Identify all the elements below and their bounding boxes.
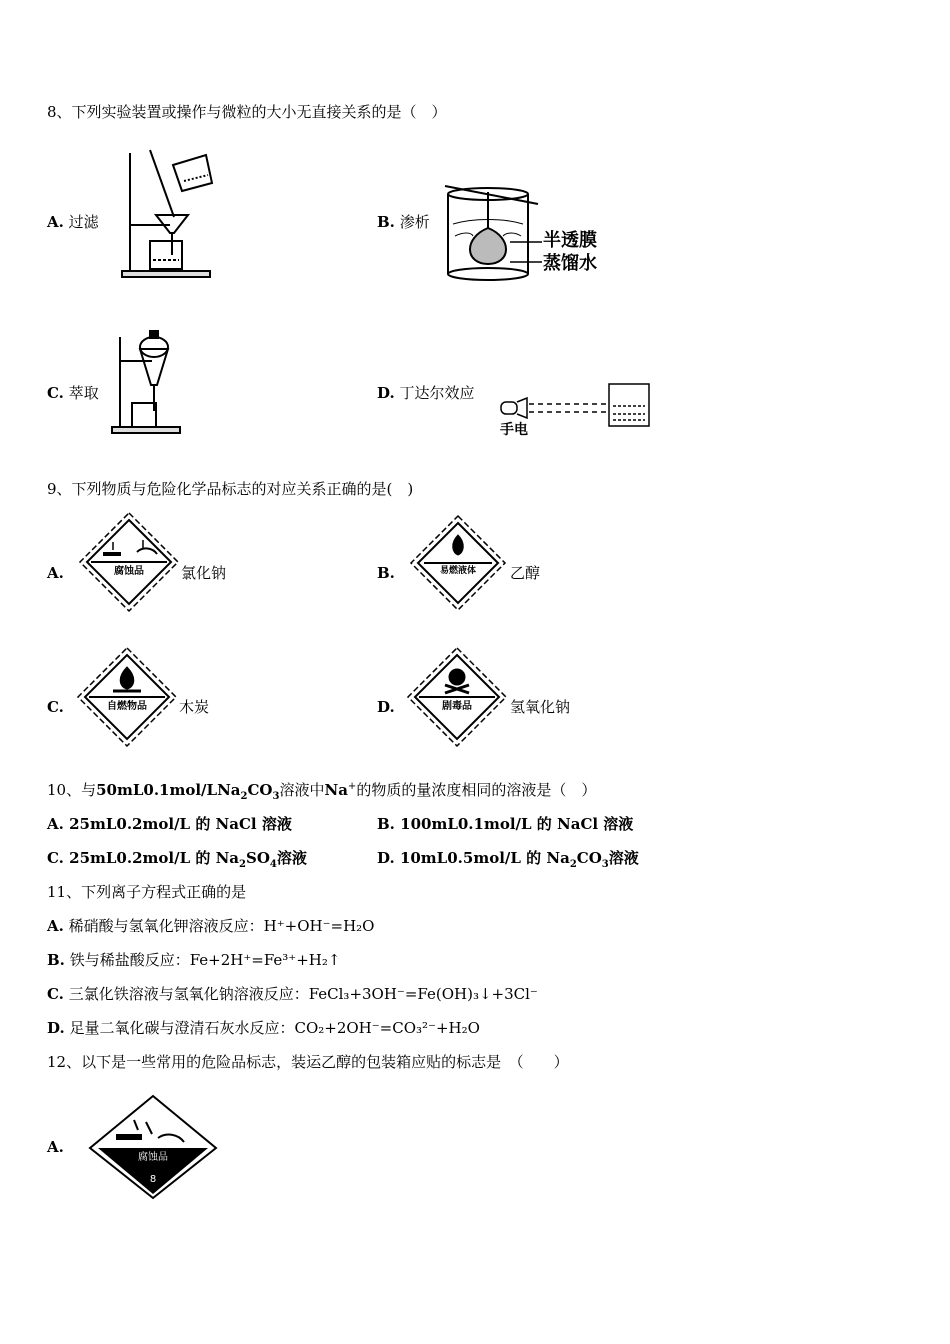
flashlight-label: 手电 xyxy=(500,422,528,438)
distilled-water-label: 蒸馏水 xyxy=(543,253,597,274)
q10-option-a: A. 25mL0.2mol/L 的 NaCl 溶液 xyxy=(47,815,292,833)
q9-option-a-text: 氯化钠 xyxy=(181,564,227,582)
q12-option-a-label: A. xyxy=(47,1138,64,1156)
corrosive-class8-sign-icon xyxy=(88,1094,218,1200)
sign-text: 易燃液体 xyxy=(439,566,477,576)
q11-option-a: A. 稀硝酸与氢氧化钾溶液反应：H⁺+OH⁻=H₂O xyxy=(47,917,375,935)
option-text: 萃取 xyxy=(68,384,99,402)
q9-stem: 9、下列物质与危险化学品标志的对应关系正确的是( ) xyxy=(47,480,414,498)
option-text: 渗析 xyxy=(399,213,430,231)
sign-text: 剧毒品 xyxy=(442,701,472,712)
q8-option-d xyxy=(377,383,475,403)
q9-option-d-text: 氢氧化钠 xyxy=(510,698,571,716)
sign-text: 腐蚀品 xyxy=(114,566,144,577)
filtration-apparatus-figure xyxy=(118,145,218,280)
q10-stem: 10、与$50mL0.1mol/LNa_2CO_3$溶液中Na+的物质的量浓度相同的溶液是（ ） xyxy=(47,781,597,802)
q11-stem: 11、下列离子方程式正确的是 xyxy=(47,883,247,901)
q8-option-a xyxy=(47,212,99,232)
q9-option-d-label: D. xyxy=(377,698,395,716)
option-label: D. xyxy=(377,384,395,402)
skull-icon xyxy=(449,669,465,685)
q11-option-c: C. 三氯化铁溶液与氢氧化钠溶液反应：FeCl₃+3OH⁻=Fe(OH)₃↓+3Cl⁻ xyxy=(47,985,538,1003)
q11-option-d: D. 足量二氧化碳与澄清石灰水反应：CO₂+2OH⁻=CO₃²⁻+H₂O xyxy=(47,1019,480,1037)
q10-option-d: D. 10mL0.5mol/L 的 $Na_2CO_3$溶液 xyxy=(377,849,639,870)
spontaneous-combustion-sign-icon xyxy=(75,645,179,749)
q8-option-c xyxy=(47,383,99,403)
q9-option-c-text: 木炭 xyxy=(179,698,210,716)
q8-stem: 8、下列实验装置或操作与微粒的大小无直接关系的是（ ） xyxy=(47,103,447,121)
toxic-sign-icon xyxy=(405,645,509,749)
q10-option-b: B. 100mL0.1mol/L 的 NaCl 溶液 xyxy=(377,815,634,833)
q9-option-b-label: B. xyxy=(377,564,395,582)
sign-class-number: 8 xyxy=(149,1174,157,1185)
sign-text: 腐蚀品 xyxy=(138,1152,168,1163)
flashlight-icon xyxy=(501,402,517,414)
semipermeable-membrane-label: 半透膜 xyxy=(543,230,597,251)
q12-stem: 12、以下是一些常用的危险品标志，装运乙醇的包装箱应贴的标志是 （ ） xyxy=(47,1053,569,1071)
option-label: A. xyxy=(47,213,64,231)
q9-option-a-label: A. xyxy=(47,564,64,582)
option-label: C. xyxy=(47,384,64,402)
option-label: B. xyxy=(377,213,395,231)
corrosive-sign-icon xyxy=(77,510,181,614)
flammable-liquid-sign-icon xyxy=(408,513,508,613)
option-text: 过滤 xyxy=(68,213,99,231)
option-text: 丁达尔效应 xyxy=(399,384,475,402)
dialysis-pointer-lines xyxy=(510,238,544,270)
q11-option-b: B. 铁与稀盐酸反应：Fe+2H⁺=Fe³⁺+H₂↑ xyxy=(47,951,341,969)
q8-option-b xyxy=(377,212,430,232)
q9-option-c-label: C. xyxy=(47,698,64,716)
sign-text: 自燃物品 xyxy=(107,701,147,712)
q9-option-b-text: 乙醇 xyxy=(510,564,541,582)
extraction-apparatus-figure xyxy=(108,327,184,435)
q10-option-c: C. 25mL0.2mol/L 的 $Na_2SO_4$溶液 xyxy=(47,849,307,870)
